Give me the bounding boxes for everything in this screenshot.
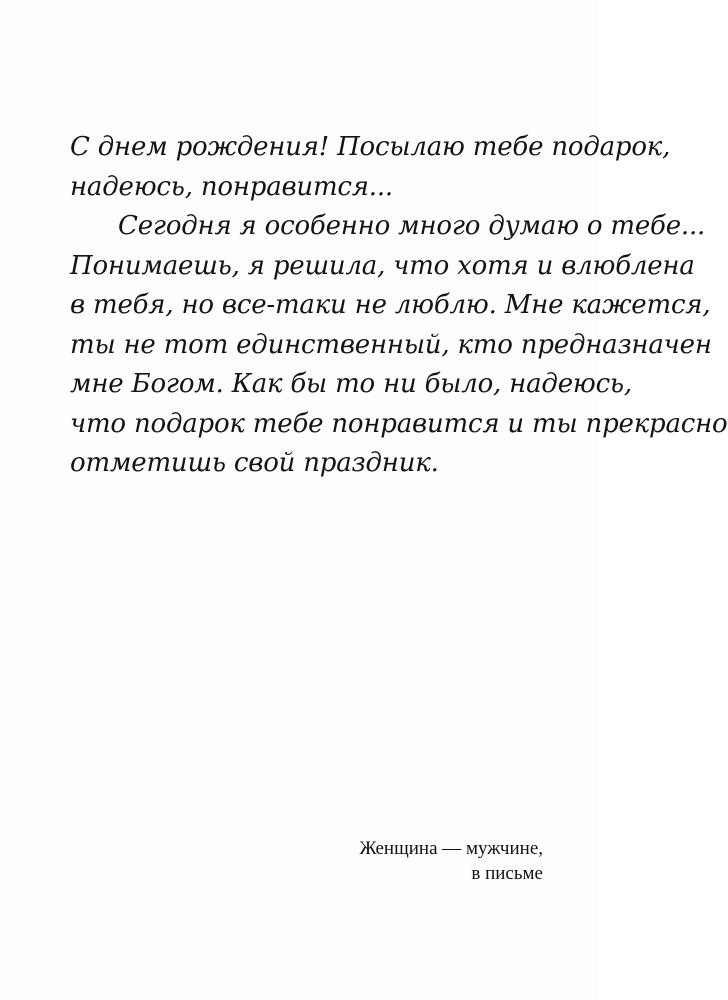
attribution-line-2: в письме bbox=[471, 863, 543, 884]
handwritten-letter bbox=[70, 128, 728, 484]
letter-line: С днем рождения! Посылаю тебе подарок, bbox=[70, 132, 671, 162]
letter-line: надеюсь, понравится... bbox=[70, 171, 393, 202]
letter-attribution bbox=[359, 836, 543, 886]
attribution-line-1: Женщина — мужчине, bbox=[359, 838, 543, 859]
letter-line: ты не тот единственный, кто предназначен bbox=[70, 329, 712, 360]
letter-line: отметишь свой праздник. bbox=[70, 448, 439, 478]
letter-line: Сегодня я особенно много думаю о тебе... bbox=[118, 211, 706, 241]
letter-line: что подарок тебе понравится и ты прекрасно bbox=[70, 408, 728, 439]
letter-line: в тебя, но все-таки не люблю. Мне кажется, bbox=[70, 290, 711, 320]
letter-line: мне Богом. Как бы то ни было, надеюсь, bbox=[70, 369, 632, 399]
letter-line: Понимаешь, я решила, что хотя и влюблена bbox=[70, 250, 695, 281]
